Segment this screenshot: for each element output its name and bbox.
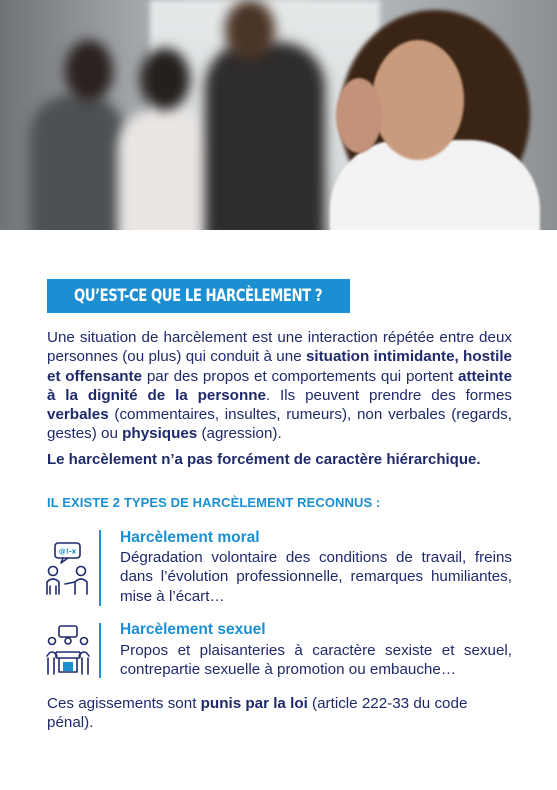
- law-text-2: (article 222-33 du code pénal).: [47, 695, 468, 732]
- section-title: [47, 279, 350, 313]
- law-bold: punis par la loi: [200, 695, 308, 712]
- intro-bold-4: physiques: [122, 425, 198, 443]
- intro-bold-3: verbales: [47, 406, 109, 424]
- law-text-1: Ces agissements sont: [47, 695, 201, 712]
- section-title-text: QU’EST-CE QUE LE HARCÈLEMENT ?: [74, 286, 323, 306]
- icon-bubble-text: @!-x: [58, 547, 77, 556]
- type-description-sexuel: Propos et plaisanteries à caractère sexiste et sexuel, contrepartie sexuelle à promotion ou embauche…: [120, 642, 512, 679]
- intro-bold-1: situation intimidante, hostile et offensante: [47, 348, 513, 385]
- type-title-sexuel: Harcèlement sexuel: [120, 621, 266, 638]
- hierarchy-statement: Le harcèlement n’a pas forcément de caractère hiérarchique.: [47, 451, 481, 468]
- header-photo: [0, 0, 557, 230]
- intro-text-2: par des propos et comportements qui portent: [142, 367, 458, 385]
- intro-paragraph: [47, 328, 512, 444]
- meeting-icon: [45, 624, 91, 682]
- divider-bar: [99, 623, 101, 678]
- types-heading: IL EXISTE 2 TYPES DE HARCÈLEMENT RECONNUS :: [47, 495, 381, 510]
- intro-text-4: (commentaires, insultes, rumeurs), non verbales (regards, gestes) ou: [47, 406, 512, 443]
- intro-bold-2: atteinte à la dignité de la personne: [47, 367, 513, 404]
- divider-bar: [99, 530, 101, 606]
- type-description-moral: Dégradation volontaire des conditions de travail, freins dans l’évolution professionnelle, remarques humiliantes, mise à l’écart…: [120, 549, 512, 605]
- intro-text-1: Une situation de harcèlement est une interaction répétée entre deux personnes (ou plus) qui conduit à une: [47, 329, 512, 366]
- verbal-abuse-icon: [45, 542, 91, 600]
- law-paragraph: [47, 694, 512, 733]
- type-title-moral: Harcèlement moral: [120, 529, 260, 546]
- intro-text-3: . Ils peuvent prendre des formes: [265, 386, 512, 404]
- intro-text-5: (agression).: [197, 425, 282, 443]
